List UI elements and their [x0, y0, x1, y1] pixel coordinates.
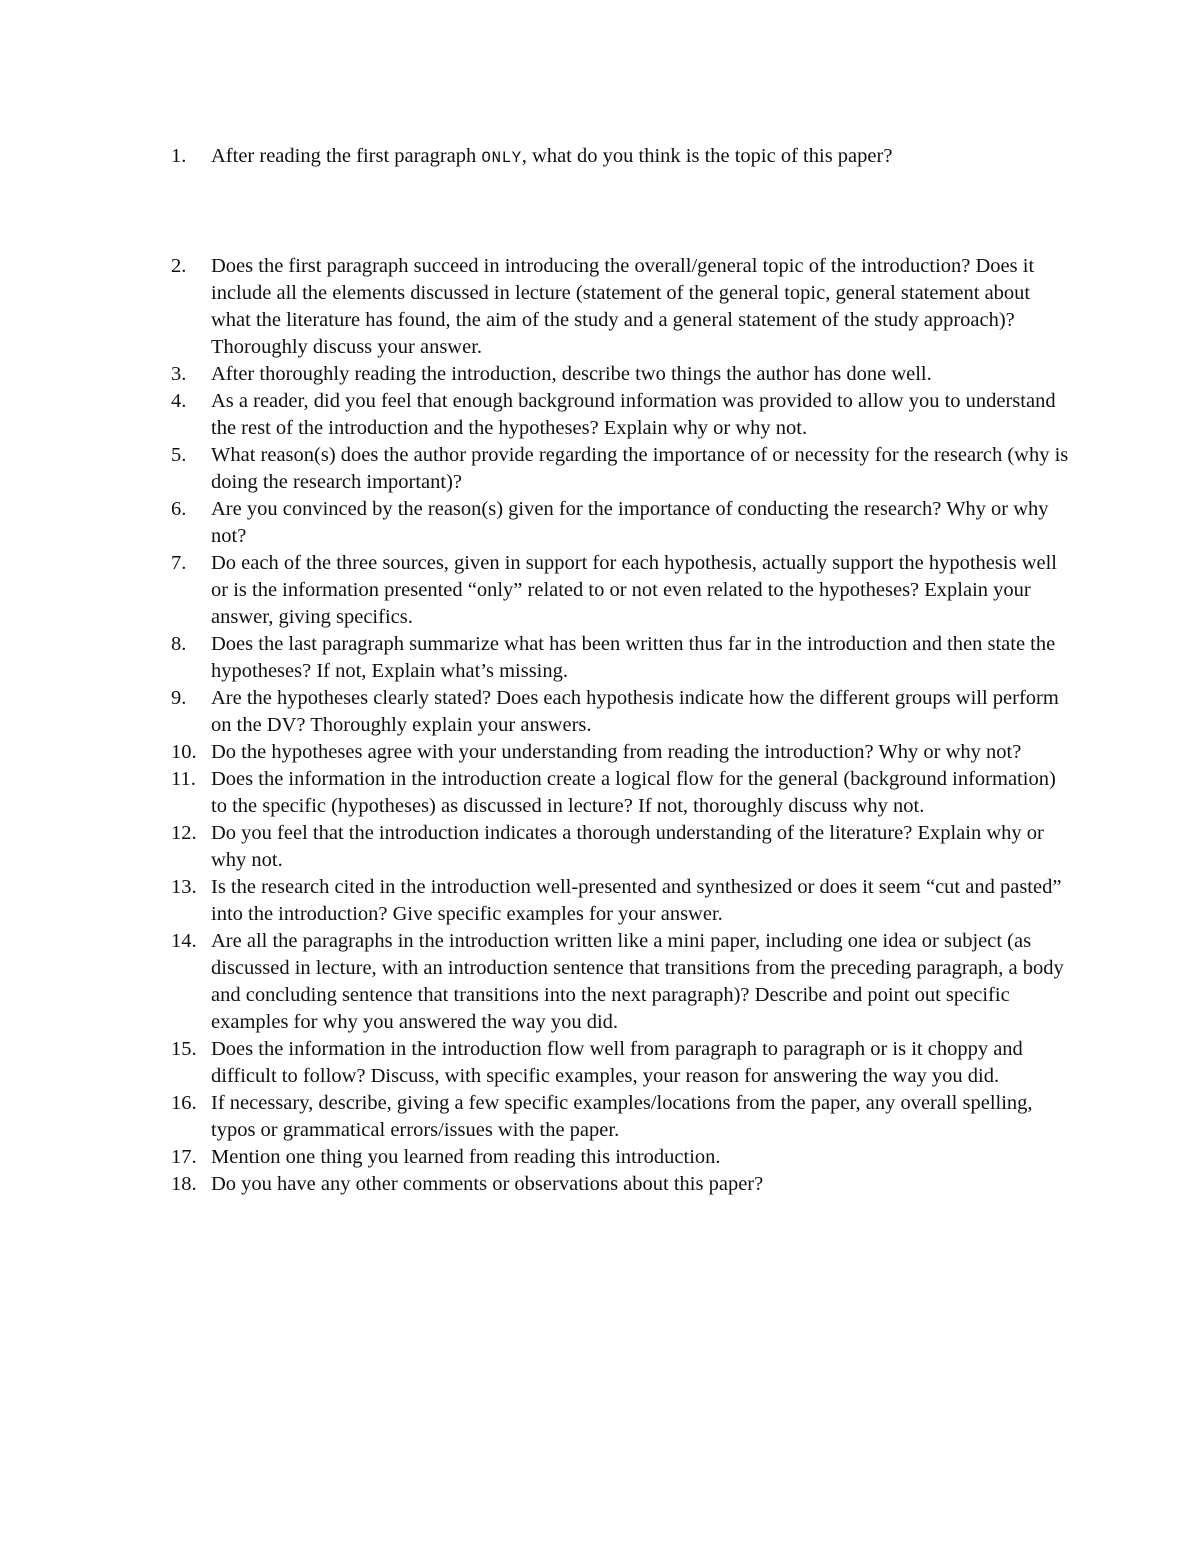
question-number: 17.: [171, 1146, 197, 1168]
question-item: [171, 820, 1071, 874]
question-number: 4.: [171, 390, 187, 412]
question-item: [171, 1171, 1071, 1198]
question-text: Are all the paragraphs in the introduction written like a mini paper, including one idea or subject (as discussed in lecture, with an introduction sentence that transitions from the preceding paragraph, a body and concluding sentence that transitions into the next paragraph)? Describe and point out specific examples for why you answered the way you did.: [211, 930, 1064, 1033]
question-number: 10.: [171, 741, 197, 763]
question-item: [171, 685, 1071, 739]
question-text: If necessary, describe, giving a few specific examples/locations from the paper, any overall spelling, typos or grammatical errors/issues with the paper.: [211, 1092, 1033, 1141]
question-text: Does the last paragraph summarize what has been written thus far in the introduction and then state the hypotheses? If not, Explain what’s missing.: [211, 633, 1056, 682]
question-text: Do each of the three sources, given in support for each hypothesis, actually support the hypothesis well or is the information presented “only” related to or not even related to the hypotheses? Explain your answer, giving specifics.: [211, 552, 1057, 628]
question-number: 1.: [171, 145, 187, 167]
question-text: Are you convinced by the reason(s) given for the importance of conducting the research? Why or why not?: [211, 498, 1049, 547]
emphasis-only: ONLY: [481, 149, 522, 167]
question-text: Does the information in the introduction flow well from paragraph to paragraph or is it choppy and difficult to follow? Discuss, with specific examples, your reason for answering the way you did.: [211, 1038, 1023, 1087]
question-item: [171, 631, 1071, 685]
question-number: 5.: [171, 444, 187, 466]
question-text: Do the hypotheses agree with your understanding from reading the introduction? Why or why not?: [211, 741, 1022, 763]
question-text: [211, 145, 892, 167]
question-item: [171, 361, 1071, 388]
question-item: [171, 874, 1071, 928]
question-item: [171, 766, 1071, 820]
question-item: [171, 496, 1071, 550]
question-number: 14.: [171, 930, 197, 952]
question-number: 8.: [171, 633, 187, 655]
question-item: [171, 388, 1071, 442]
question-text: Do you have any other comments or observations about this paper?: [211, 1173, 764, 1195]
question-number: 7.: [171, 552, 187, 574]
question-item: [171, 143, 1071, 172]
question-number: 3.: [171, 363, 187, 385]
question-text: Is the research cited in the introduction well-presented and synthesized or does it seem “cut and pasted” into the introduction? Give specific examples for your answer.: [211, 876, 1062, 925]
question-text: Mention one thing you learned from reading this introduction.: [211, 1146, 721, 1168]
question-item: [171, 739, 1071, 766]
question-number: 18.: [171, 1173, 197, 1195]
question-text: Are the hypotheses clearly stated? Does each hypothesis indicate how the different groups will perform on the DV? Thoroughly explain your answers.: [211, 687, 1059, 736]
question-item: [171, 442, 1071, 496]
question-number: 13.: [171, 876, 197, 898]
question-number: 16.: [171, 1092, 197, 1114]
question-text: Does the information in the introduction create a logical flow for the general (background information) to the specific (hypotheses) as discussed in lecture? If not, thoroughly discuss why not.: [211, 768, 1056, 817]
question-number: 6.: [171, 498, 187, 520]
question-item: [171, 1090, 1071, 1144]
question-number: 9.: [171, 687, 187, 709]
question-text-before: After reading the first paragraph: [211, 145, 482, 167]
question-item: [171, 253, 1071, 361]
question-item: [171, 1036, 1071, 1090]
question-text: After thoroughly reading the introduction, describe two things the author has done well.: [211, 363, 932, 385]
question-list: [171, 143, 1071, 1198]
question-number: 2.: [171, 255, 187, 277]
question-item: [171, 550, 1071, 631]
question-number: 12.: [171, 822, 197, 844]
question-number: 11.: [171, 768, 196, 790]
question-text: As a reader, did you feel that enough background information was provided to allow you to understand the rest of the introduction and the hypotheses? Explain why or why not.: [211, 390, 1056, 439]
question-text-after: , what do you think is the topic of this paper?: [521, 145, 893, 167]
question-text: Does the first paragraph succeed in introducing the overall/general topic of the introduction? Does it include all the elements discussed in lecture (statement of the general topic, general statement about what the literature has found, the aim of the study and a general statement of the study approach)? Thoroughly discuss your answer.: [211, 255, 1035, 358]
question-number: 15.: [171, 1038, 197, 1060]
question-text: What reason(s) does the author provide regarding the importance of or necessity for the research (why is doing the research important)?: [211, 444, 1069, 493]
question-item: [171, 1144, 1071, 1171]
question-item: [171, 928, 1071, 1036]
question-text: Do you feel that the introduction indicates a thorough understanding of the literature? Explain why or why not.: [211, 822, 1044, 871]
